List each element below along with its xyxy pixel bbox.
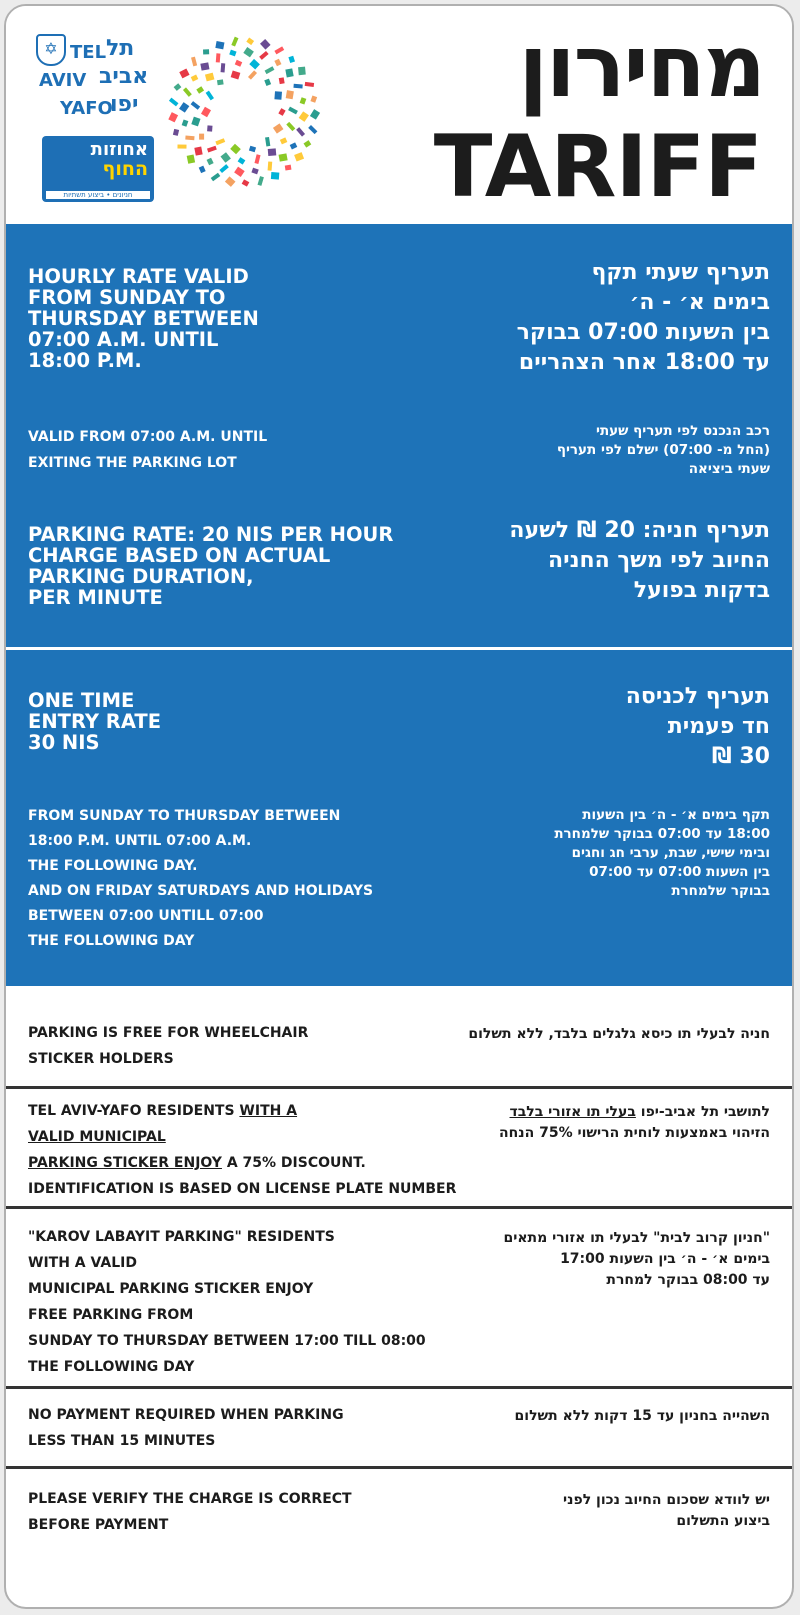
confetti-piece	[225, 176, 236, 187]
city-name-en-1: TEL	[70, 42, 107, 63]
confetti-piece	[278, 108, 285, 116]
confetti-piece	[215, 41, 224, 49]
confetti-piece	[211, 173, 221, 182]
confetti-piece	[251, 168, 258, 175]
confetti-piece	[268, 161, 273, 170]
confetti-piece	[191, 57, 197, 67]
confetti-piece	[182, 119, 189, 126]
confetti-piece	[274, 91, 282, 100]
hourly-valid-en: VALID FROM 07:00 A.M. UNTIL EXITING THE PARKING LOT	[28, 429, 268, 471]
confetti-piece	[249, 146, 256, 153]
confetti-piece	[304, 140, 312, 147]
entry-detail-he: תקף בימים א׳ - ה׳ בין השעות 18:00 עד 07:00 בבוקר שלמחרת ובימי שישי, שבת, ערבי חג וחגים בין השעות 07:00 עד 07:00 בבוקר שלמחרת	[554, 807, 770, 899]
company-tagline: חניונים • ביצוע תשתיות	[46, 191, 150, 199]
confetti-piece	[280, 137, 288, 144]
city-name-en-2: AVIV	[39, 70, 87, 91]
row-divider	[6, 1386, 792, 1389]
hourly-title-en: HOURLY RATE VALID FROM SUNDAY TO THURSDAY BETWEEN 07:00 A.M. UNTIL 18:00 P.M.	[28, 265, 259, 372]
karov-labayit-row: "KAROV LABAYIT PARKING" RESIDENTS WITH A VALID MUNICIPAL PARKING STICKER ENJOY FREE PARKING FROM SUNDAY TO THURSDAY BETWEEN 17:00 TILL 08:00 THE FOLLOWING DAY "חניון קרוב לבית" לבעלי תו אזורי מתאים בימים א׳ - ה׳ בין השעות 17:00 עד 08:00 בבוקר למחרת	[6, 1214, 792, 1384]
confetti-piece	[168, 112, 178, 122]
confetti-piece	[174, 83, 182, 91]
confetti-burst-logo-icon	[164, 32, 324, 192]
city-name-he-3: יפו	[110, 92, 139, 117]
confetti-piece	[294, 152, 304, 161]
confetti-piece	[215, 138, 225, 145]
confetti-piece	[259, 51, 268, 60]
confetti-piece	[230, 144, 241, 155]
row-divider	[6, 1466, 792, 1469]
confetti-piece	[279, 77, 285, 84]
confetti-piece	[207, 125, 212, 131]
blue-section-divider	[6, 644, 792, 654]
wheelchair-row: PARKING IS FREE FOR WHEELCHAIR STICKER HOLDERS חניה לבעלי תו כיסא גלגלים בלבד, ללא תשלום	[6, 1016, 792, 1084]
confetti-piece	[248, 70, 257, 79]
confetti-piece	[308, 125, 317, 134]
confetti-piece	[201, 107, 211, 117]
row-divider	[6, 1086, 792, 1089]
city-crest-icon: ✡	[36, 34, 66, 66]
confetti-piece	[254, 154, 260, 164]
confetti-piece	[274, 46, 284, 54]
confetti-piece	[293, 84, 302, 89]
confetti-piece	[199, 134, 204, 140]
confetti-piece	[260, 39, 271, 50]
parking-rate-en: PARKING RATE: 20 NIS PER HOUR CHARGE BASED ON ACTUAL PARKING DURATION, PER MINUTE	[28, 523, 394, 609]
confetti-piece	[258, 176, 264, 186]
confetti-piece	[191, 75, 199, 82]
confetti-piece	[296, 127, 305, 136]
confetti-piece	[205, 73, 214, 82]
row-divider	[6, 1206, 792, 1209]
confetti-piece	[234, 167, 245, 177]
entry-title-he: תעריף לכניסה חד פעמית 30 ₪	[625, 684, 770, 769]
company-name-line1: אחוזות	[90, 139, 148, 160]
confetti-piece	[274, 59, 281, 67]
entry-detail-en: FROM SUNDAY TO THURSDAY BETWEEN 18:00 P.M. UNTIL 07:00 A.M. THE FOLLOWING DAY. AND ON FRIDAY SATURDAYS AND HOLIDAYS BETWEEN 07:00 UNTILL 07:00 THE FOLLOWING DAY	[28, 808, 374, 949]
confetti-piece	[290, 142, 298, 149]
city-name-he-2: אביב	[99, 64, 149, 89]
title-hebrew: מחירון	[518, 17, 764, 117]
wheelchair-he: חניה לבעלי תו כיסא גלגלים בלבד, ללא תשלום	[468, 1026, 770, 1042]
confetti-piece	[305, 82, 314, 87]
entry-title-en: ONE TIME ENTRY RATE 30 NIS	[28, 689, 162, 754]
confetti-piece	[286, 122, 295, 131]
confetti-piece	[183, 87, 192, 96]
confetti-piece	[177, 145, 186, 149]
residents-row: TEL AVIV-YAFO RESIDENTS WITH A VALID MUNICIPAL PARKING STICKER ENJOY A 75% DISCOUNT. IDENTIFICATION IS BASED ON LICENSE PLATE NUMBER לתושבי תל אביב-יפו בעלי תו אזורי בלבד הזיהוי באמצעות לוחית הרישוי 75% הנחה	[6, 1094, 792, 1202]
confetti-piece	[242, 179, 250, 186]
confetti-piece	[169, 98, 179, 107]
confetti-piece	[243, 47, 254, 57]
parking-rate-he: תעריף חניה: 20 ₪ לשעה החיוב לפי משך החניה בדקות בפועל	[509, 518, 770, 603]
confetti-piece	[288, 107, 298, 115]
confetti-piece	[179, 102, 189, 113]
confetti-piece	[285, 165, 292, 171]
verify-charge-row: PLEASE VERIFY THE CHARGE IS CORRECT BEFORE PAYMENT יש לוודא שסכום החיוב נכון לפני ביצוע התשלום	[6, 1474, 792, 1574]
confetti-piece	[196, 86, 204, 93]
confetti-piece	[310, 95, 317, 102]
hourly-title-he: תעריף שעתי תקף בימים א׳ - ה׳ בין השעות 07:00 בבוקר עד 18:00 אחר הצהריים	[516, 260, 770, 375]
confetti-piece	[203, 49, 209, 54]
short-stay-row: NO PAYMENT REQUIRED WHEN PARKING LESS THAN 15 MINUTES השהייה בחניון עד 15 דקות ללא תשלום	[6, 1394, 792, 1462]
confetti-piece	[238, 157, 246, 164]
title-english: TARIFF	[433, 117, 762, 217]
confetti-piece	[265, 66, 275, 74]
confetti-piece	[265, 137, 270, 146]
confetti-piece	[191, 117, 200, 127]
confetti-piece	[271, 172, 279, 180]
tariff-sign	[4, 4, 794, 1609]
confetti-piece	[219, 164, 228, 173]
confetti-piece	[279, 153, 288, 161]
ahuzot-hahof-logo	[42, 136, 154, 202]
entry-rate-section	[6, 654, 792, 986]
confetti-piece	[173, 129, 179, 136]
confetti-piece	[216, 53, 221, 62]
confetti-piece	[246, 38, 254, 46]
confetti-piece	[235, 60, 242, 67]
confetti-piece	[199, 166, 206, 174]
confetti-piece	[207, 158, 214, 166]
confetti-piece	[300, 97, 307, 104]
confetti-piece	[273, 123, 284, 133]
confetti-piece	[185, 136, 194, 141]
confetti-piece	[268, 148, 277, 156]
city-name-he-1: תל	[106, 36, 135, 61]
confetti-piece	[231, 37, 238, 47]
company-name-line2: החוף	[102, 158, 148, 180]
confetti-piece	[187, 154, 195, 163]
confetti-piece	[217, 79, 224, 85]
confetti-piece	[200, 62, 209, 70]
confetti-piece	[179, 68, 189, 78]
confetti-piece	[264, 79, 271, 86]
confetti-piece	[229, 50, 236, 57]
confetti-piece	[298, 67, 306, 76]
confetti-piece	[220, 152, 230, 163]
confetti-piece	[286, 90, 294, 99]
confetti-piece	[285, 68, 293, 77]
confetti-piece	[221, 63, 226, 72]
hourly-valid-he: רכב הנכנס לפי תעריף שעתי (החל מ- 07:00) ישלם לפי תעריף שעתי ביציאה	[556, 423, 770, 477]
confetti-piece	[299, 111, 309, 122]
confetti-piece	[231, 70, 241, 79]
city-name-en-3: YAFO	[60, 98, 113, 119]
confetti-piece	[191, 101, 201, 110]
confetti-piece	[288, 56, 295, 63]
confetti-piece	[207, 146, 217, 153]
confetti-piece	[310, 109, 320, 119]
hourly-rate-section	[6, 224, 792, 644]
sign-header	[6, 6, 792, 224]
confetti-piece	[206, 91, 214, 101]
confetti-piece	[194, 147, 202, 156]
confetti-piece	[249, 59, 260, 70]
